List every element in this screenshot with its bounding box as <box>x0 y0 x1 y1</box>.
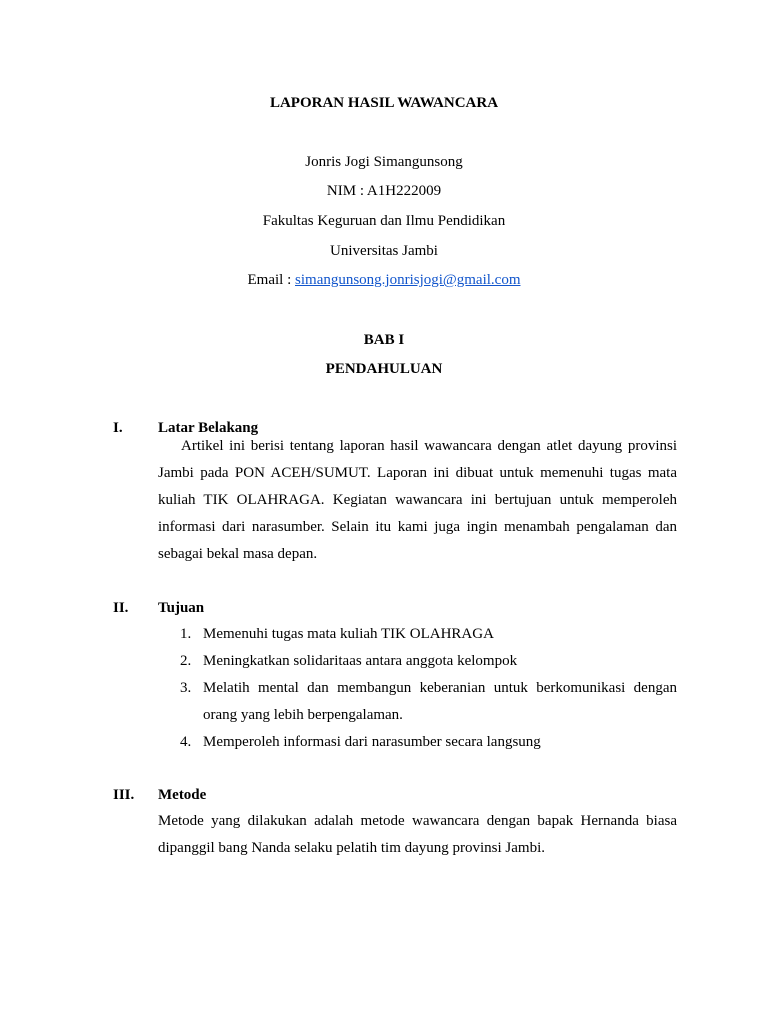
document-title: LAPORAN HASIL WAWANCARA <box>269 95 499 111</box>
section-title-latar-belakang: Latar Belakang <box>158 420 259 436</box>
section-title-metode: Metode <box>158 787 207 803</box>
background-paragraph: Artikel ini berisi tentang laporan hasil wawancara dengan atlet dayung provinsi Jambi pada PON ACEH/SUMUT. Laporan ini dibuat untuk memenuhi tugas mata kuliah TIK OLAHRAGA. Kegiatan wawancara ini bertujuan untuk memperoleh informasi dari narasumber. Selain itu kami juga ingin menambah pengalaman dan sebagai bekal masa depan. <box>158 438 677 562</box>
email-line <box>0 270 768 290</box>
list-item-number: 3. <box>180 680 192 696</box>
email-link[interactable]: simangunsong.jonrisjogi@gmail.com <box>295 272 521 288</box>
faculty-name: Fakultas Keguruan dan Ilmu Pendidikan <box>262 213 506 229</box>
list-item: Melatih mental dan membangun keberanian untuk berkomunikasi dengan orang yang lebih berpengalaman. <box>203 680 677 723</box>
section-number-2: II. <box>113 600 129 616</box>
list-item: Memperoleh informasi dari narasumber secara langsung <box>203 734 541 750</box>
list-item: Meningkatkan solidaritaas antara anggota kelompok <box>203 653 518 669</box>
university-name: Universitas Jambi <box>330 243 438 259</box>
list-item-number: 4. <box>180 734 192 750</box>
list-item-number: 2. <box>180 653 192 669</box>
student-id: NIM : A1H222009 <box>326 183 442 199</box>
chapter-number: BAB I <box>363 332 405 348</box>
section-number-3: III. <box>113 787 135 803</box>
list-item-number: 1. <box>180 626 192 642</box>
chapter-title: PENDAHULUAN <box>325 361 443 377</box>
list-item: Memenuhi tugas mata kuliah TIK OLAHRAGA <box>203 626 494 642</box>
method-paragraph: Metode yang dilakukan adalah metode wawancara dengan bapak Hernanda biasa dipanggil bang Nanda selaku pelatih tim dayung provinsi Jambi. <box>158 813 677 856</box>
email-label: Email : <box>247 272 296 288</box>
author-name: Jonris Jogi Simangunsong <box>305 154 463 170</box>
section-title-tujuan: Tujuan <box>158 600 205 616</box>
section-number-1: I. <box>113 420 123 436</box>
